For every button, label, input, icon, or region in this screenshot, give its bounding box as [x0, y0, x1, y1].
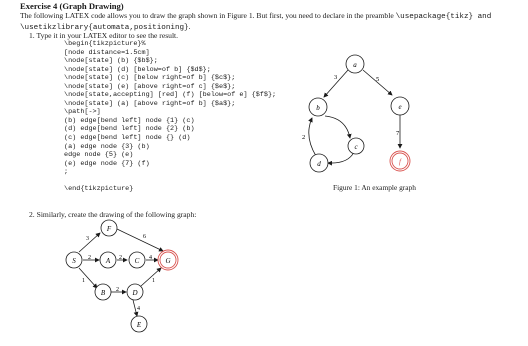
code-line: \node[state] (a) [above right=of b] {$a$};	[64, 99, 236, 108]
edge-D-G	[141, 268, 161, 286]
code-line: (b) edge[bend left] node {1} (c)	[64, 116, 195, 125]
node-e-label: e	[398, 103, 402, 111]
code-line: \node[state] (d) [below=of b] {$d$};	[64, 65, 211, 74]
code-line: ;	[64, 168, 69, 177]
edge-F-G	[117, 229, 163, 251]
edge-b-c	[325, 116, 350, 138]
node-f-label: f	[399, 158, 401, 166]
node-G-label: G	[165, 257, 171, 265]
edge-label-A-C: 2	[119, 255, 122, 261]
exercise-title: Exercise 4 (Graph Drawing)	[20, 1, 124, 11]
node-F-label: F	[106, 225, 112, 233]
edge-label-a-e: 5	[376, 76, 380, 83]
edge-label-S-A: 2	[88, 255, 91, 261]
code-line: (d) edge[bend left] node {2} (b)	[64, 125, 195, 134]
code-line: (c) edge[bend left] node {} (d)	[64, 134, 191, 143]
edge-label-D-G: 1	[152, 278, 155, 284]
code-line: (a) edge node {3} (b)	[64, 142, 150, 151]
intro-end: .	[188, 22, 191, 32]
node-E-label: E	[136, 321, 142, 329]
code-line: [node distance=1.5cm]	[64, 48, 150, 57]
code-line: \begin{tikzpicture}%	[64, 40, 146, 48]
edge-label-F-G: 6	[143, 234, 146, 240]
figure-1-caption: Figure 1: An example graph	[333, 183, 416, 192]
figure-1-graph	[296, 42, 426, 180]
node-b-label: b	[316, 104, 320, 112]
node-c-label: c	[354, 143, 358, 151]
node-B-label: B	[100, 289, 106, 297]
edge-S-F	[79, 233, 100, 252]
tikz-code-block	[64, 40, 276, 194]
step-1: 1. Type it in your LATEX editor to see the result.	[29, 31, 179, 40]
node-C-label: C	[134, 257, 140, 265]
code-line: (e) edge node {7} (f)	[64, 159, 150, 168]
edge-label-a-b: 3	[334, 74, 338, 81]
node-a-label: a	[353, 61, 357, 69]
node-D-label: D	[132, 289, 138, 297]
intro-code: \usepackage{tikz} and \usetikzlibrary{automata,positioning}	[20, 13, 492, 33]
node-S-label: S	[72, 257, 76, 265]
edge-label-S-F: 3	[86, 236, 89, 242]
figure-2-graph	[55, 218, 195, 336]
code-line: \node[state] (e) [above right=of c] {$e$};	[64, 82, 236, 91]
edge-d-b	[309, 118, 316, 156]
edge-label-D-E: 4	[137, 306, 140, 312]
step-2: 2. Similarly, create the drawing of the following graph:	[29, 210, 197, 219]
code-line: \node[state,accepting] [red] (f) [below=of e] {$f$};	[64, 91, 277, 100]
code-line: \node[state] (c) [below right=of b] {$c$};	[64, 74, 236, 83]
intro-text: The following LATEX code allows you to draw the graph shown in Figure 1. But first, you need to declare in the preamble	[20, 11, 396, 20]
edge-label-B-D: 2	[116, 287, 119, 293]
code-line: edge node {5} (e)	[64, 151, 134, 160]
node-d-label: d	[317, 160, 321, 168]
code-line: \end{tikzpicture}	[64, 185, 134, 194]
edge-label-S-B: 1	[82, 278, 85, 284]
edge-c-d	[328, 152, 354, 163]
edge-label-e-f: 7	[396, 130, 400, 137]
edge-label-d-b: 2	[302, 134, 306, 141]
node-A-label: A	[105, 257, 111, 265]
code-line: \node[state] (b) {$b$};	[64, 57, 158, 66]
code-line: \path[->]	[64, 108, 101, 117]
edge-label-C-G: 4	[149, 255, 152, 261]
